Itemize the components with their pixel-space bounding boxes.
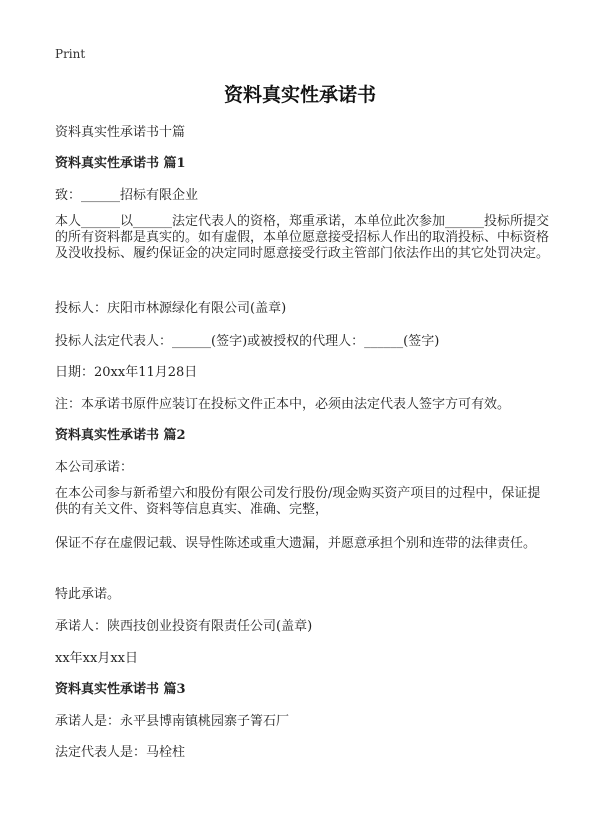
section-1-heading: 资料真实性承诺书 篇1 xyxy=(55,156,186,171)
section-2-heading: 资料真实性承诺书 篇2 xyxy=(55,428,186,443)
section-1-addressee: 致：______招标有限企业 xyxy=(55,188,199,203)
page-title: 资料真实性承诺书 xyxy=(223,84,376,106)
section-1-note: 注：本承诺书原件应装订在投标文件正本中，必须由法定代表人签字方可有效。 xyxy=(55,397,511,412)
section-2-intro: 本公司承诺： xyxy=(55,460,134,475)
section-1-bidder: 投标人：庆阳市林源绿化有限公司(盖章) xyxy=(55,301,287,316)
section-1-statement: 本人______以______法定代表人的资格，郑重承诺，本单位此次参加______投标所提交的所有资料都是真实的。如有虚假，本单位愿意接受招标人作出的取消投标、中标资格及没收投标、履约保证金的决定同时愿意接受行政主管部门依法作出的其它处罚决定。 xyxy=(55,214,550,261)
section-3-heading: 资料真实性承诺书 篇3 xyxy=(55,682,186,697)
section-1-date: 日期：20xx年11月28日 xyxy=(55,365,198,380)
section-3-promisor: 承诺人是：永平县博南镇桃园寨子箐石厂 xyxy=(55,714,290,729)
section-1-representative: 投标人法定代表人：______(签字)或被授权的代理人：______(签字) xyxy=(55,334,440,349)
section-2-para-1: 在本公司参与新希望六和股份有限公司发行股份/现金购买资产项目的过程中，保证提供的有关文件、资料等信息真实、准确、完整， xyxy=(55,486,541,517)
print-link[interactable]: Print xyxy=(55,47,86,61)
section-2-date: xx年xx月xx日 xyxy=(55,651,138,666)
section-2-promisor: 承诺人：陕西技创业投资有限责任公司(盖章) xyxy=(55,619,313,634)
section-2-closing: 特此承诺。 xyxy=(55,587,121,602)
section-2-para-2: 保证不存在虚假记载、误导性陈述或重大遗漏，并愿意承担个别和连带的法律责任。 xyxy=(55,536,537,551)
section-3-representative: 法定代表人是：马栓柱 xyxy=(55,745,186,760)
subtitle: 资料真实性承诺书十篇 xyxy=(55,125,186,140)
